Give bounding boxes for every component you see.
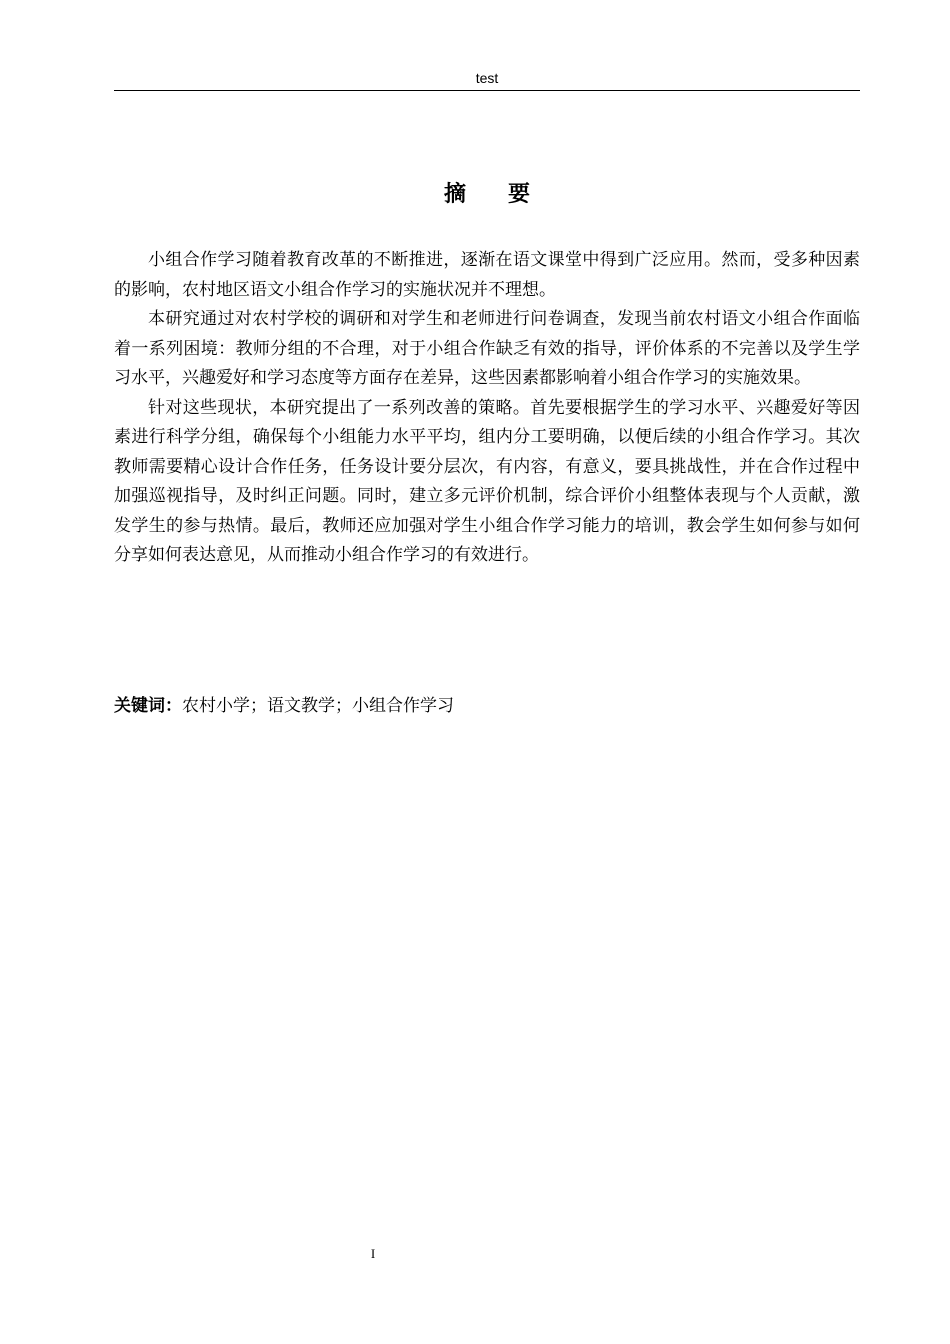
- abstract-body: [114, 246, 860, 571]
- page-header: [114, 66, 860, 91]
- keywords-text: 农村小学；语文教学；小组合作学习: [182, 696, 454, 716]
- header-text: test: [475, 70, 499, 86]
- abstract-paragraph-2: 本研究通过对农村学校的调研和对学生和老师进行问卷调查，发现当前农村语文小组合作面临着一系列困境：教师分组的不合理，对于小组合作缺乏有效的指导，评价体系的不完善以及学生学习水平，兴趣爱好和学习态度等方面存在差异，这些因素都影响着小组合作学习的实施效果。: [114, 309, 860, 388]
- abstract-paragraph-1: 小组合作学习随着教育改革的不断推进，逐渐在语文课堂中得到广泛应用。然而，受多种因素的影响，农村地区语文小组合作学习的实施状况并不理想。: [114, 250, 860, 300]
- abstract-title: 摘要: [443, 182, 572, 207]
- page-number: I: [370, 1246, 376, 1261]
- keywords-line: [114, 692, 860, 722]
- abstract-paragraph-3: 针对这些现状，本研究提出了一系列改善的策略。首先要根据学生的学习水平、兴趣爱好等因素进行科学分组，确保每个小组能力水平平均，组内分工要明确，以便后续的小组合作学习。其次教师需要精心设计合作任务，任务设计要分层次，有内容，有意义，要具挑战性，并在合作过程中加强巡视指导，及时纠正问题。同时，建立多元评价机制，综合评价小组整体表现与个人贡献，激发学生的参与热情。最后，教师还应加强对学生小组合作学习能力的培训，教会学生如何参与如何分享如何表达意见，从而推动小组合作学习的有效进行。: [114, 397, 860, 565]
- keywords-label: 关键词：: [114, 696, 182, 716]
